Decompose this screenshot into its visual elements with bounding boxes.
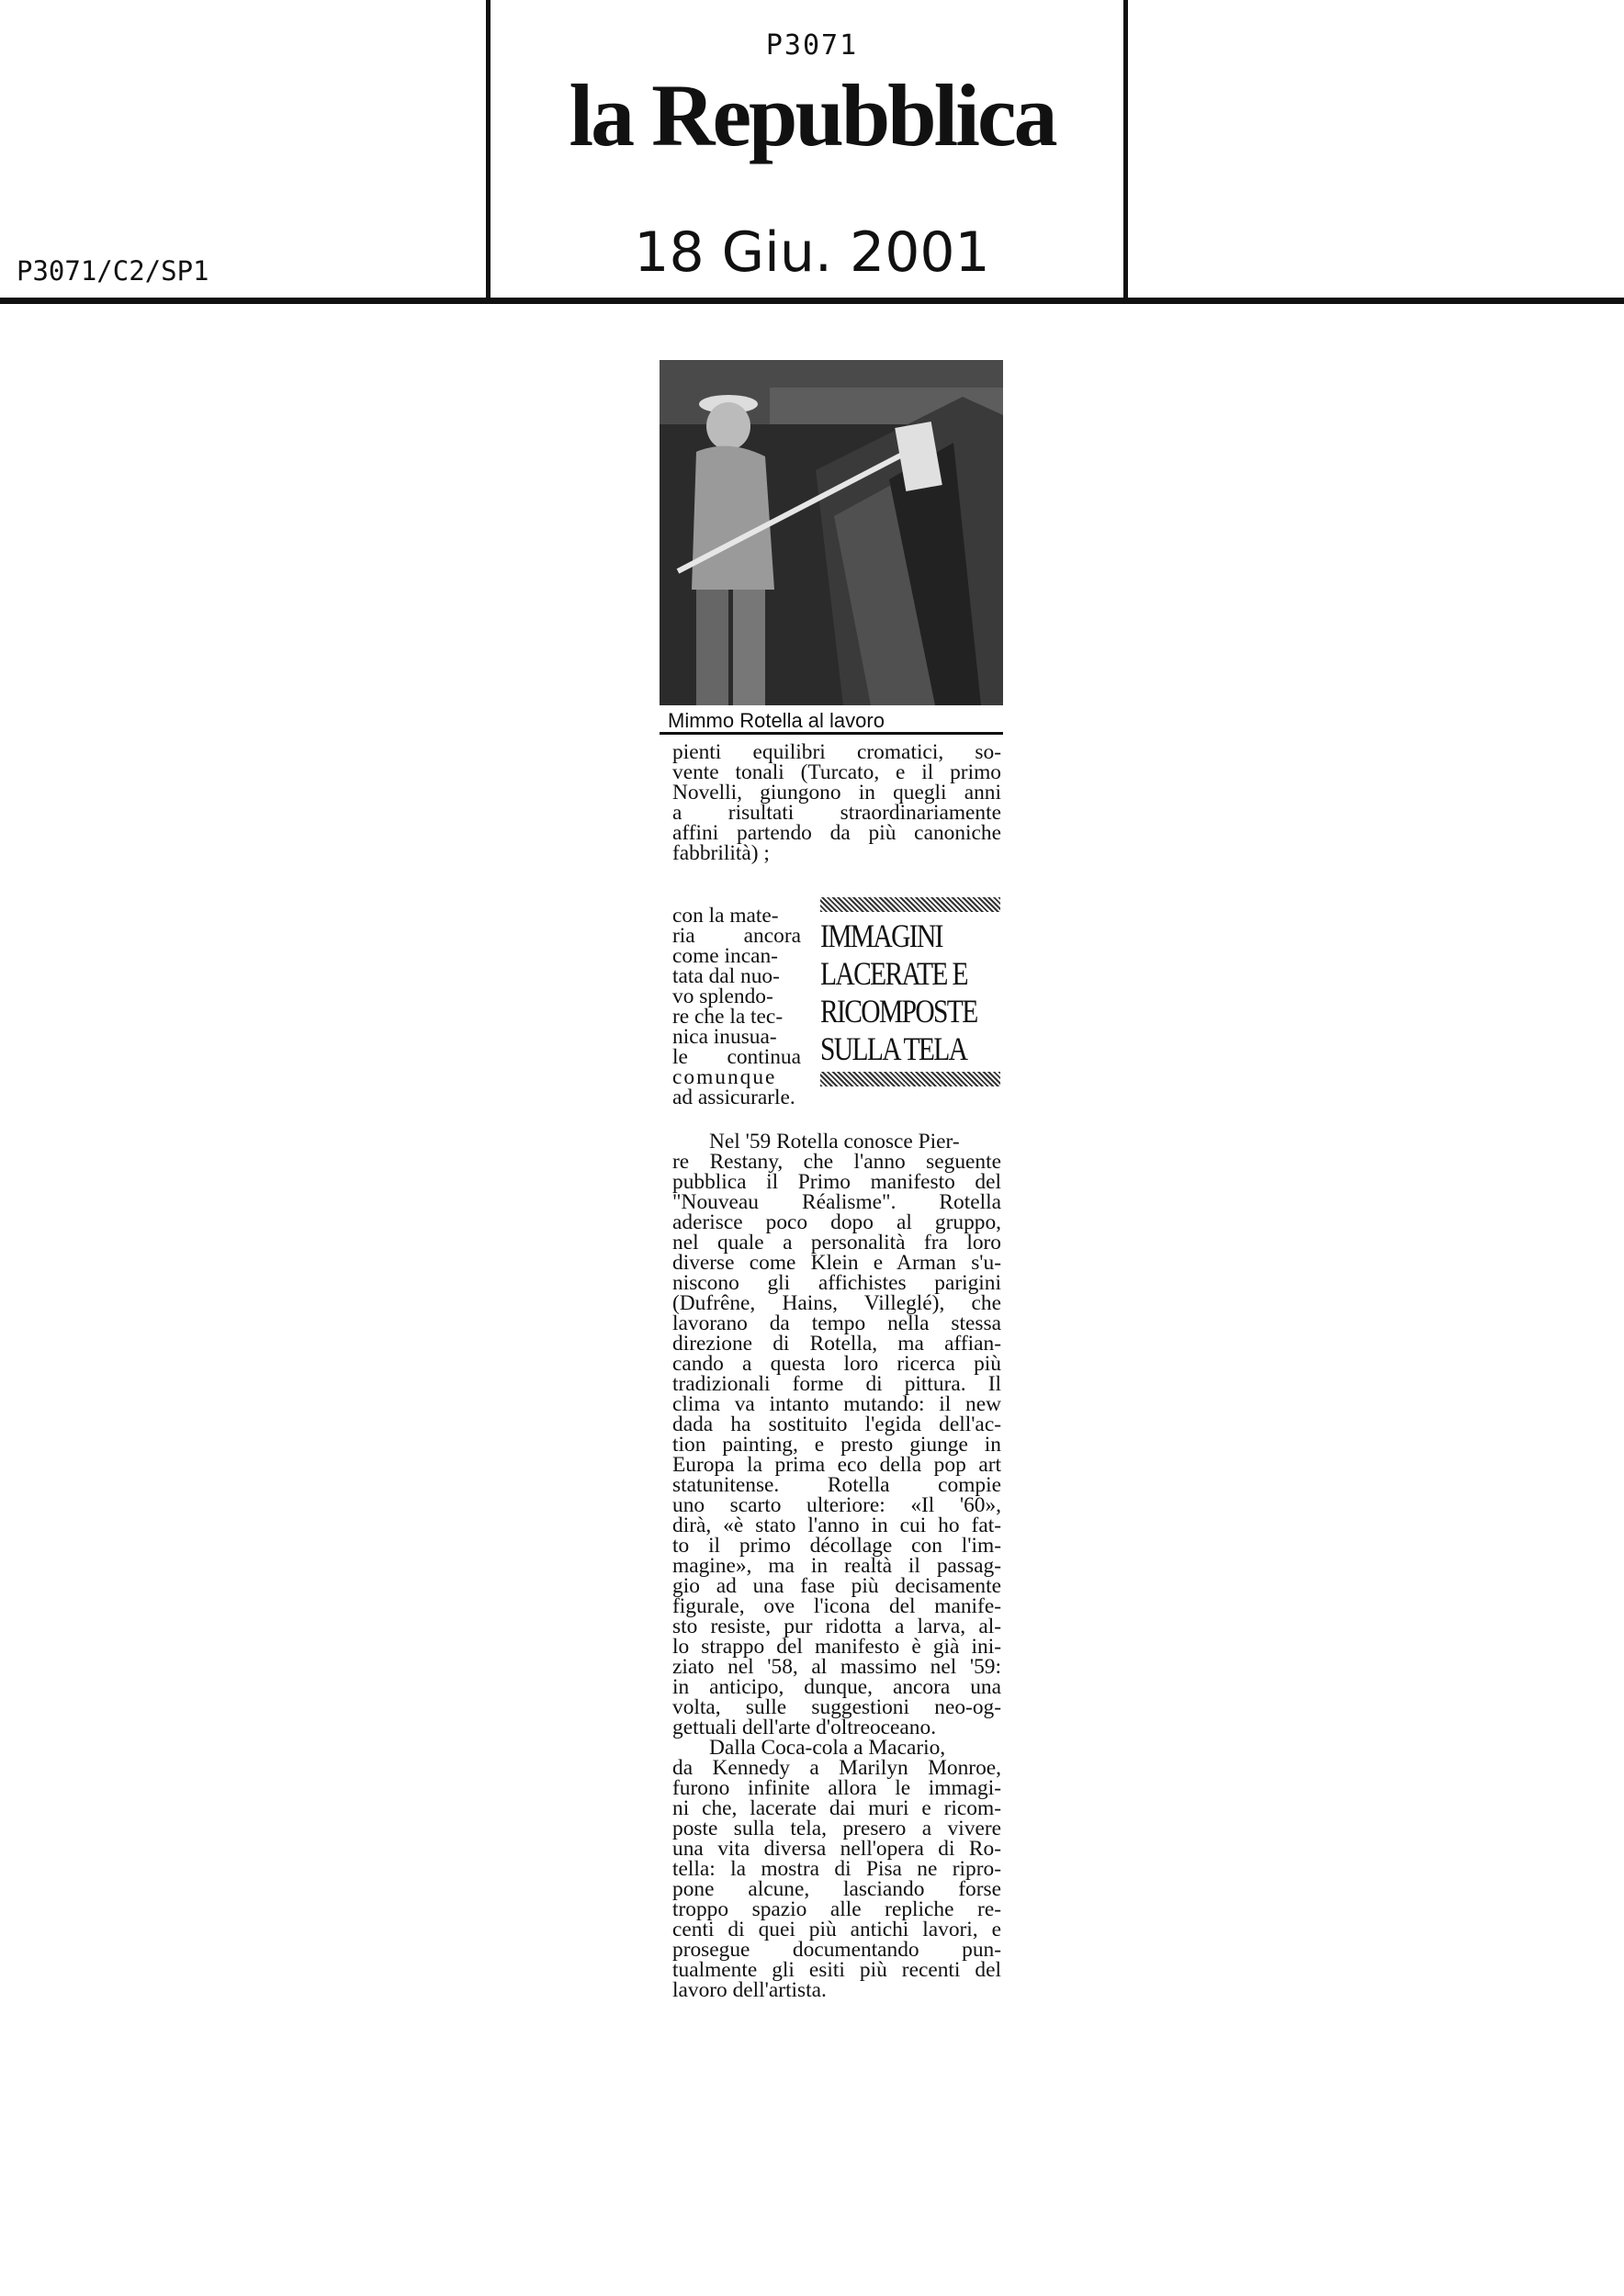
- article-line: aderisce poco dopo al gruppo,: [672, 1210, 1001, 1234]
- article-line: Dalla Coca-cola a Macario,: [709, 1736, 946, 1760]
- article-line: cando a questa loro ricerca più: [672, 1352, 1001, 1376]
- article-paragraph-1: [672, 742, 1001, 863]
- article-line: troppo spazio alle repliche re-: [672, 1897, 1001, 1921]
- article-line: dada ha sostituito l'egida dell'ac-: [672, 1412, 1001, 1436]
- article-line: ria ancora: [672, 924, 801, 948]
- article-line: come incan-: [672, 944, 778, 968]
- article-line: gettuali dell'arte d'oltreoceano.: [672, 1716, 937, 1739]
- article-line: statunitense. Rotella compie: [672, 1473, 1001, 1497]
- article-line: una vita diversa nell'opera di Ro-: [672, 1837, 1001, 1861]
- article-line: ad assicurarle.: [672, 1086, 795, 1109]
- headline-line: IMMAGINI: [820, 917, 942, 954]
- article-line: direzione di Rotella, ma affian-: [672, 1332, 1001, 1356]
- article-line: poste sulla tela, presero a vivere: [672, 1817, 1001, 1840]
- article-line: in anticipo, dunque, ancora una: [672, 1675, 1001, 1699]
- article-line: clima va intanto mutando: il new: [672, 1392, 1001, 1416]
- headline-line: LACERATE E: [820, 955, 967, 992]
- article-line: nel quale a personalità fra loro: [672, 1231, 1001, 1255]
- article-line: lavorano da tempo nella stessa: [672, 1311, 1001, 1335]
- article-line: re che la tec-: [672, 1005, 784, 1029]
- archive-reference: P3071/C2/SP1: [17, 255, 209, 287]
- article-line: re Restany, che l'anno seguente: [672, 1150, 1001, 1174]
- article-line: tion painting, e presto giunge in: [672, 1433, 1001, 1457]
- article-line: a risultati straordinariamente: [672, 801, 1001, 825]
- article-line: tradizionali forme di pittura. Il: [672, 1372, 1001, 1396]
- article-line: Nel '59 Rotella conosce Pier-: [709, 1130, 960, 1154]
- article-line: to il primo décollage con l'im-: [672, 1534, 1001, 1558]
- article-line: tualmente gli esiti più recenti del: [672, 1958, 1001, 1982]
- article-line: centi di quei più antichi lavori, e: [672, 1918, 1001, 1941]
- article-line: furono infinite allora le immagi-: [672, 1776, 1001, 1800]
- clipping-header: [0, 0, 1624, 308]
- article-line: con la mate-: [672, 904, 779, 928]
- article-line: Novelli, giungono in quegli anni: [672, 781, 1001, 805]
- article-photo: [660, 360, 1003, 705]
- article-line: vente tonali (Turcato, e il primo: [672, 760, 1001, 784]
- article-line: nica inusua-: [672, 1025, 777, 1049]
- article-paragraph-2: [672, 1131, 1001, 2000]
- article-line: pubblica il Primo manifesto del: [672, 1170, 1001, 1194]
- headline-rule-top: [820, 897, 1000, 912]
- article-line: dirà, «è stato l'anno in cui ho fat-: [672, 1514, 1001, 1537]
- article-line: ni che, lacerate dai muri e ricom-: [672, 1796, 1001, 1820]
- photo-illustration: [660, 360, 1003, 705]
- article-line: da Kennedy a Marilyn Monroe,: [672, 1756, 1001, 1780]
- article-line: gio ad una fase più decisamente: [672, 1574, 1001, 1598]
- article-line: pone alcune, lasciando forse: [672, 1877, 1001, 1901]
- article-line: comunque: [672, 1065, 777, 1089]
- publication-date: 18 Giu. 2001: [634, 220, 990, 285]
- article-line: ziato nel '58, al massimo nel '59:: [672, 1655, 1001, 1679]
- headline-line: SULLA TELA: [820, 1030, 967, 1067]
- article-line: lavoro dell'artista.: [672, 1978, 827, 2002]
- headline-line: RICOMPOSTE: [820, 993, 977, 1030]
- article-line: lo strappo del manifesto è già ini-: [672, 1635, 1001, 1659]
- article-line: le continua: [672, 1045, 801, 1069]
- newspaper-masthead: la Repubblica: [569, 66, 1055, 164]
- article-line: tata dal nuo-: [672, 964, 780, 988]
- article-line: prosegue documentando pun-: [672, 1938, 1001, 1962]
- article-line: fabbrilità) ;: [672, 841, 770, 865]
- article-line: sto resiste, pur ridotta a larva, al-: [672, 1615, 1001, 1638]
- article-line: figurale, ove l'icona del manife-: [672, 1594, 1001, 1618]
- article-line: (Dufrêne, Hains, Villeglé), che: [672, 1291, 1001, 1315]
- header-rule: [0, 298, 1624, 304]
- headline-rule-bottom: [820, 1072, 1000, 1086]
- article-line: Europa la prima eco della pop art: [672, 1453, 1001, 1477]
- article-narrow-column: [672, 906, 801, 1108]
- archive-code: P3071: [765, 29, 859, 62]
- article-line: tella: la mostra di Pisa ne ripro-: [672, 1857, 1001, 1881]
- article-line: vo splendo-: [672, 985, 773, 1008]
- article-line: diverse come Klein e Arman s'u-: [672, 1251, 1001, 1275]
- article-line: pienti equilibri cromatici, so-: [672, 740, 1001, 764]
- article-headline: [820, 917, 977, 1068]
- article-line: niscono gli affichistes parigini: [672, 1271, 1001, 1295]
- article-line: "Nouveau Réalisme". Rotella: [672, 1190, 1001, 1214]
- article-line: affini partendo da più canoniche: [672, 821, 1001, 845]
- article-line: volta, sulle suggestioni neo-og-: [672, 1695, 1001, 1719]
- caption-rule: [660, 732, 1003, 735]
- article-line: magine», ma in realtà il passag-: [672, 1554, 1001, 1578]
- photo-caption: Mimmo Rotella al lavoro: [668, 709, 885, 732]
- headline-box: [820, 897, 1000, 1086]
- article-line: uno scarto ulteriore: «Il '60»,: [672, 1493, 1001, 1517]
